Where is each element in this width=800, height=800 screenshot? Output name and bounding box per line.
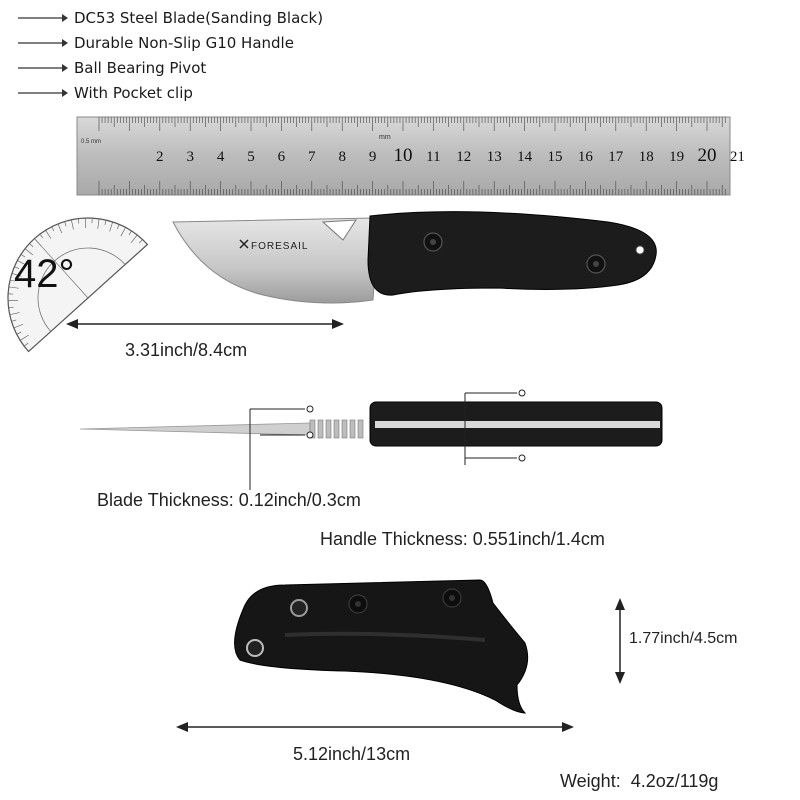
arrow-right-icon bbox=[18, 37, 68, 49]
lanyard-hole-icon bbox=[636, 246, 644, 254]
ruler-number: 18 bbox=[638, 149, 654, 165]
blade-length-arrow bbox=[60, 310, 350, 338]
blade-thickness-label: Blade Thickness: 0.12inch/0.3cm bbox=[97, 490, 361, 510]
ruler-number: 2 bbox=[156, 149, 164, 165]
ruler-number: 9 bbox=[368, 149, 377, 165]
brand-text: FORESAIL bbox=[251, 241, 309, 252]
arrow-right-icon bbox=[18, 62, 68, 74]
blade-edge bbox=[80, 423, 310, 435]
knife-side-view bbox=[168, 200, 668, 315]
ruler-number: 16 bbox=[577, 149, 593, 165]
sheath-height-arrow bbox=[610, 596, 630, 686]
feature-list bbox=[0, 0, 420, 110]
sheath-height-label: 1.77inch/4.5cm bbox=[629, 630, 738, 647]
ruler-number: 10 bbox=[393, 145, 413, 166]
sheath-width-arrow bbox=[170, 715, 580, 739]
ruler-number: 20 bbox=[697, 145, 717, 166]
ruler-small-label: 0.5 mm bbox=[81, 139, 102, 145]
ruler-number: 3 bbox=[186, 149, 194, 165]
feature-text: With Pocket clip bbox=[74, 84, 193, 102]
feature-text: Durable Non-Slip G10 Handle bbox=[74, 34, 294, 52]
ruler-number: 7 bbox=[308, 149, 316, 165]
ruler-unit-label: mm bbox=[379, 134, 391, 141]
ruler-number: 19 bbox=[669, 149, 685, 165]
ruler-number: 17 bbox=[608, 149, 624, 165]
feature-item bbox=[18, 57, 206, 79]
weight-label: Weight: bbox=[560, 771, 621, 791]
ruler-number: 11 bbox=[426, 149, 441, 165]
feature-item bbox=[18, 7, 323, 29]
feature-item bbox=[18, 82, 193, 104]
feature-item bbox=[18, 32, 294, 54]
ruler-number: 14 bbox=[517, 149, 533, 165]
ruler-number: 6 bbox=[277, 149, 286, 165]
feature-text: Ball Bearing Pivot bbox=[74, 59, 207, 77]
eyelet-icon bbox=[247, 640, 263, 656]
blade-length-label: 3.31inch/8.4cm bbox=[125, 340, 248, 360]
ruler-number: 8 bbox=[338, 149, 346, 165]
angle-label: 42° bbox=[14, 252, 75, 296]
handle-thickness-label: Handle Thickness: 0.551inch/1.4cm bbox=[320, 529, 605, 549]
weight-info bbox=[560, 771, 718, 792]
ruler-number: 5 bbox=[247, 149, 255, 165]
arrow-right-icon bbox=[18, 87, 68, 99]
ruler-number: 4 bbox=[216, 149, 225, 165]
sheath bbox=[225, 575, 545, 715]
ruler-number: 13 bbox=[486, 149, 502, 165]
knife-top-view bbox=[70, 385, 670, 465]
arrow-right-icon bbox=[18, 12, 68, 24]
sheath-width-label: 5.12inch/13cm bbox=[293, 744, 411, 764]
ruler-number: 21 bbox=[729, 149, 745, 165]
blade-tang bbox=[375, 421, 660, 428]
ruler-number: 15 bbox=[547, 149, 563, 165]
weight-value: 4.2oz/119g bbox=[630, 771, 719, 791]
eyelet-icon bbox=[291, 600, 307, 616]
ruler-number: 12 bbox=[456, 149, 472, 165]
handle bbox=[368, 212, 656, 295]
feature-text: DC53 Steel Blade(Sanding Black) bbox=[74, 9, 324, 27]
